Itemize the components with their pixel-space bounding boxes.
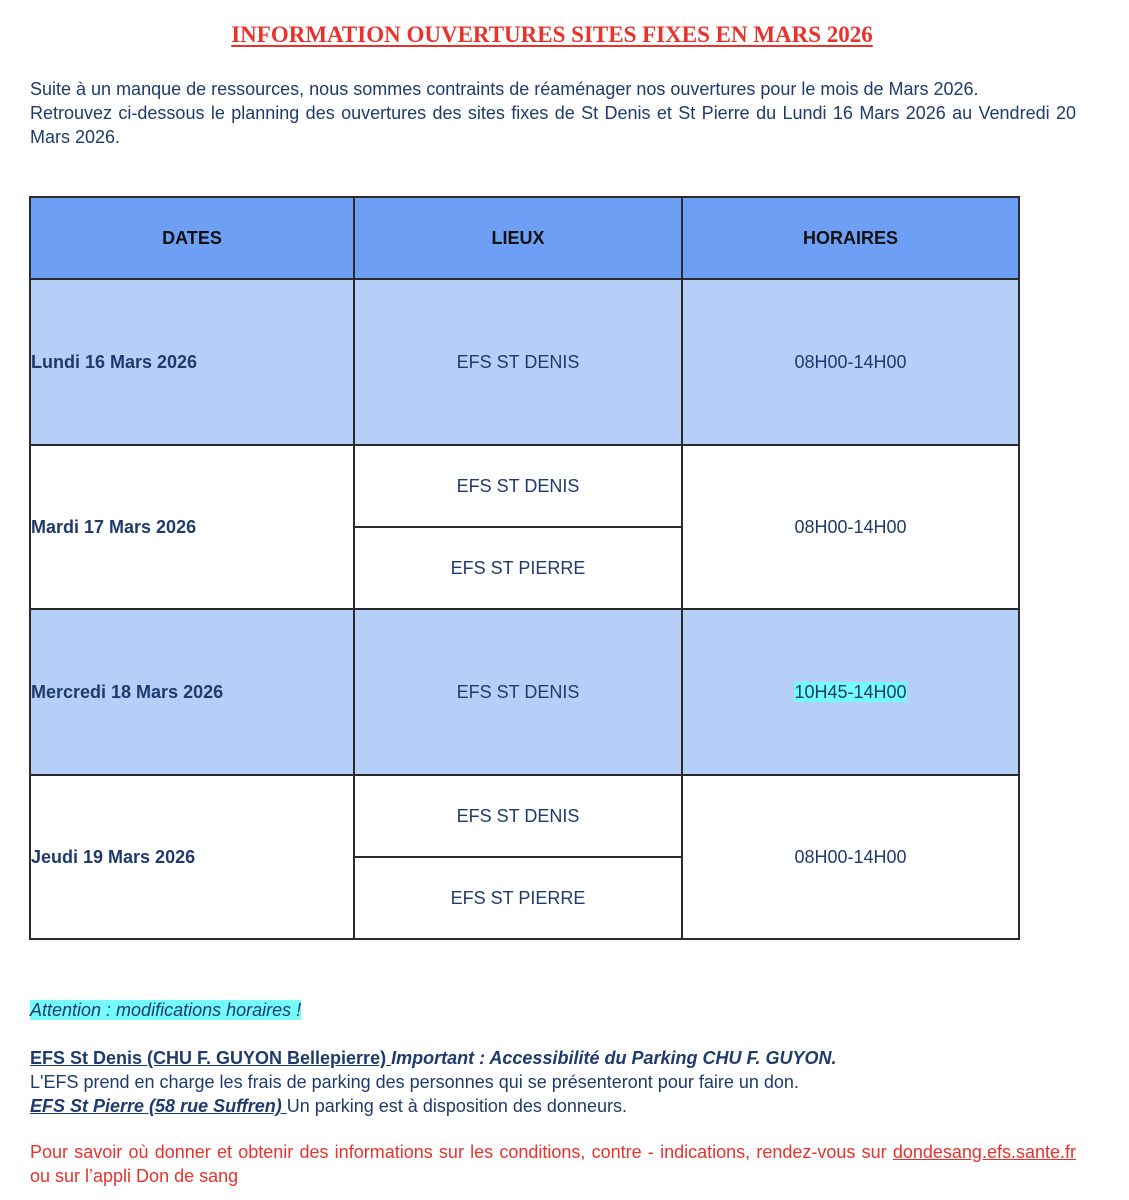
st-pierre-text: Un parking est à disposition des donneurs. — [286, 1096, 627, 1116]
horaires-cell: 08H00-14H00 — [682, 279, 1019, 445]
st-denis-line — [30, 1046, 1076, 1070]
donation-info-text: Pour savoir où donner et obtenir des informations sur les conditions, contre - indications, rendez-vous sur — [30, 1142, 893, 1162]
modified-hours-highlight: 10H45-14H00 — [794, 681, 907, 702]
lieu-cell: EFS ST PIERRE — [354, 527, 682, 609]
header-horaires: HORAIRES — [682, 197, 1019, 279]
date-cell: Mardi 17 Mars 2026 — [30, 445, 354, 609]
header-dates: DATES — [30, 197, 354, 279]
attention-text: Attention : modifications horaires ! — [30, 1000, 302, 1020]
page-title: INFORMATION OUVERTURES SITES FIXES EN MARS 2026 — [231, 22, 873, 47]
horaires-cell: 08H00-14H00 — [682, 775, 1019, 939]
table-header-row — [30, 197, 1019, 279]
lieu-cell: EFS ST PIERRE — [354, 857, 682, 939]
st-denis-text: L'EFS prend en charge les frais de parking des personnes qui se présenteront pour faire un don. — [30, 1072, 799, 1092]
donation-info-suffix: ou sur l’appli Don de sang — [30, 1166, 239, 1186]
lieu-cell: EFS ST DENIS — [354, 775, 682, 857]
schedule-table — [29, 196, 1020, 940]
st-denis-important: Important : Accessibilité du Parking CHU F. GUYON. — [391, 1048, 837, 1068]
intro-text — [30, 77, 1076, 149]
donation-info-paragraph — [30, 1140, 1076, 1188]
intro-paragraph-1: Suite à un manque de ressources, nous sommes contraints de réaménager nos ouvertures pour le mois de Mars 2026. — [30, 79, 979, 99]
lieu-cell: EFS ST DENIS — [354, 609, 682, 775]
st-pierre-label: EFS St Pierre (58 rue Suffren) — [30, 1096, 287, 1116]
table-row — [30, 609, 1019, 775]
donation-info — [30, 1140, 1076, 1188]
table-row — [30, 445, 1019, 527]
date-cell: Mercredi 18 Mars 2026 — [30, 609, 354, 775]
intro-paragraph-2: Retrouvez ci-dessous le planning des ouvertures des sites fixes de St Denis et St Pierre du Lundi 16 Mars 2026 au Vendredi 20 Mars 2026. — [30, 103, 1076, 147]
st-denis-label: EFS St Denis (CHU F. GUYON Bellepierre) — [30, 1048, 392, 1068]
lieu-cell: EFS ST DENIS — [354, 445, 682, 527]
lieu-cell: EFS ST DENIS — [354, 279, 682, 445]
st-pierre-line — [30, 1094, 1076, 1118]
header-lieux: LIEUX — [354, 197, 682, 279]
horaires-cell: 08H00-14H00 — [682, 445, 1019, 609]
date-cell: Jeudi 19 Mars 2026 — [30, 775, 354, 939]
table-row — [30, 279, 1019, 445]
parking-info — [30, 1046, 1076, 1118]
date-cell: Lundi 16 Mars 2026 — [30, 279, 354, 445]
attention-notice — [30, 998, 1076, 1022]
horaires-cell — [682, 609, 1019, 775]
table-row — [30, 775, 1019, 857]
dondesang-link[interactable]: dondesang.efs.sante.fr — [892, 1142, 1076, 1162]
